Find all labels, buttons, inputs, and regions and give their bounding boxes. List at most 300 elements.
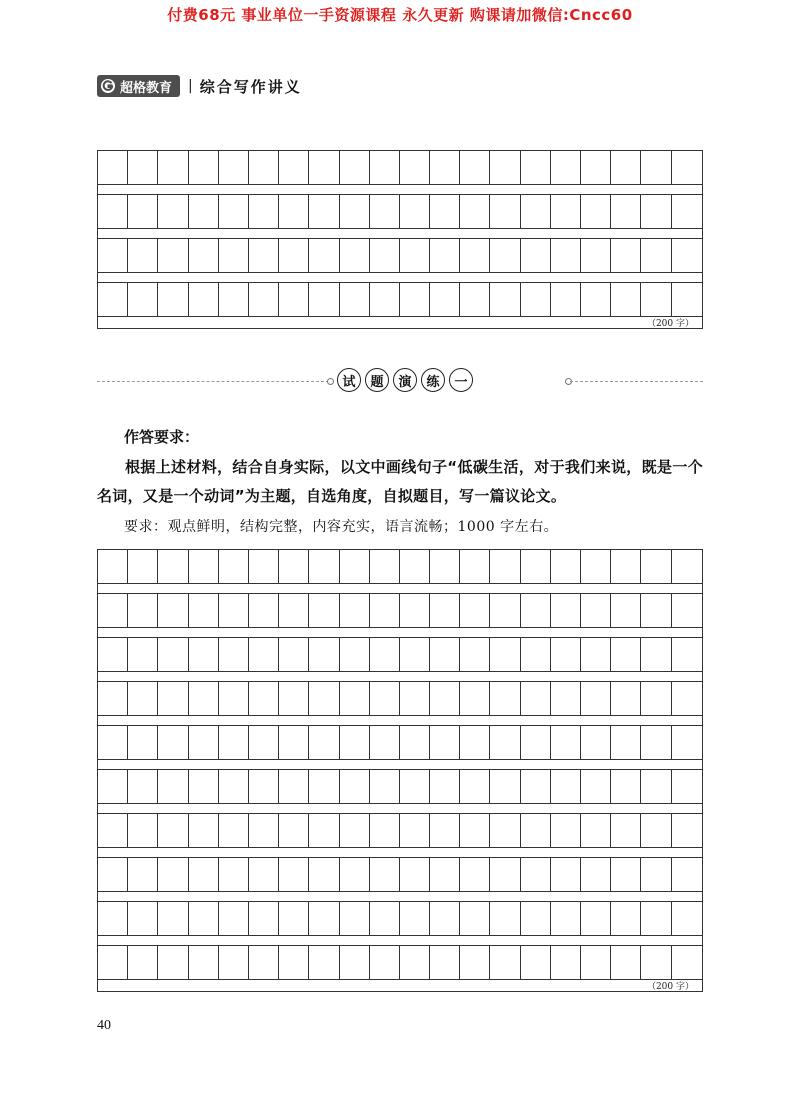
section-title-char: 一: [449, 368, 473, 392]
brand-logo-text: 超格教育: [120, 80, 173, 96]
grid-cell: [551, 858, 581, 891]
grid-cell: [309, 814, 339, 847]
grid-cell: [460, 283, 490, 316]
grid-cell: [98, 858, 128, 891]
grid-row: [98, 151, 702, 185]
grid-cell: [400, 550, 430, 583]
grid-cell: [460, 770, 490, 803]
grid-row-gap: [98, 273, 702, 283]
grid-cell: [98, 550, 128, 583]
grid-cell: [521, 283, 551, 316]
grid-cell: [490, 239, 520, 272]
grid-cell: [219, 239, 249, 272]
grid-cell: [521, 195, 551, 228]
grid-cell: [279, 550, 309, 583]
grid-cell: [641, 283, 671, 316]
task-prompt: 根据上述材料，结合自身实际，以文中画线句子“低碳生活，对于我们来说，既是一个名词，又是一个动词”为主题，自选角度，自拟题目，写一篇议论文。: [97, 458, 703, 505]
grid-cell: [672, 902, 702, 935]
grid-row-gap: [98, 672, 702, 682]
grid-row: [98, 946, 702, 980]
grid-cell: [641, 902, 671, 935]
grid-row: [98, 283, 702, 317]
grid-cell: [249, 195, 279, 228]
grid-cell: [158, 283, 188, 316]
grid-cell: [521, 726, 551, 759]
grid-cell: [641, 151, 671, 184]
grid-cell: [581, 858, 611, 891]
grid-cell: [521, 770, 551, 803]
grid-cell: [521, 550, 551, 583]
grid-cell: [400, 902, 430, 935]
brand-logo-icon: [100, 78, 116, 94]
grid-cell: [158, 946, 188, 979]
grid-cell: [158, 902, 188, 935]
grid-cell: [128, 946, 158, 979]
grid-cell: [430, 770, 460, 803]
grid-cell: [279, 726, 309, 759]
grid-row-gap: [98, 716, 702, 726]
grid-cell: [370, 858, 400, 891]
grid-cell: [581, 594, 611, 627]
grid-cell: [158, 726, 188, 759]
grid-cell: [98, 770, 128, 803]
brand-logo: [97, 75, 180, 97]
grid-cell: [189, 814, 219, 847]
grid-cell: [672, 726, 702, 759]
grid-cell: [158, 550, 188, 583]
grid-cell: [551, 902, 581, 935]
grid-cell: [370, 946, 400, 979]
grid-cell: [521, 902, 551, 935]
grid-cell: [370, 814, 400, 847]
grid-cell: [340, 946, 370, 979]
grid-cell: [370, 682, 400, 715]
grid-cell: [490, 195, 520, 228]
grid-cell: [611, 550, 641, 583]
section-title-char: 演: [393, 368, 417, 392]
grid-cell: [309, 682, 339, 715]
grid-cell: [581, 283, 611, 316]
grid-cell: [672, 682, 702, 715]
grid-cell: [189, 946, 219, 979]
grid-cell: [309, 283, 339, 316]
grid-cell: [581, 902, 611, 935]
grid-cell: [551, 550, 581, 583]
grid-cell: [641, 239, 671, 272]
grid-cell: [611, 682, 641, 715]
grid-cell: [641, 770, 671, 803]
grid-cell: [551, 151, 581, 184]
grid-cell: [460, 858, 490, 891]
grid-cell: [98, 814, 128, 847]
grid-cell: [219, 902, 249, 935]
grid-cell: [189, 638, 219, 671]
grid-cell: [551, 814, 581, 847]
grid-cell: [309, 239, 339, 272]
grid-cell: [128, 682, 158, 715]
grid-cell: [340, 550, 370, 583]
grid-cell: [309, 195, 339, 228]
grid-cell: [279, 283, 309, 316]
grid-cell: [460, 726, 490, 759]
grid-cell: [189, 682, 219, 715]
grid-cell: [128, 814, 158, 847]
grid-cell: [340, 594, 370, 627]
grid-cell: [430, 902, 460, 935]
grid-cell: [611, 726, 641, 759]
grid-cell: [370, 151, 400, 184]
grid-cell: [641, 726, 671, 759]
header-separator: |: [188, 78, 193, 94]
grid-cell: [158, 814, 188, 847]
grid-cell: [128, 770, 158, 803]
grid-cell: [98, 594, 128, 627]
grid-cell: [521, 682, 551, 715]
grid-cell: [370, 239, 400, 272]
grid-cell: [279, 239, 309, 272]
grid-cell: [340, 638, 370, 671]
grid-cell: [430, 283, 460, 316]
grid-cell: [98, 283, 128, 316]
grid-cell: [490, 682, 520, 715]
grid-cell: [611, 283, 641, 316]
grid-cell: [490, 814, 520, 847]
grid-cell: [279, 682, 309, 715]
grid-cell: [490, 770, 520, 803]
section-title-exercise-1: [97, 368, 703, 396]
grid-cell: [430, 946, 460, 979]
grid-cell: [551, 195, 581, 228]
grid-row: [98, 638, 702, 672]
grid-cell: [490, 594, 520, 627]
grid-row-gap: [98, 848, 702, 858]
grid-cell: [189, 902, 219, 935]
grid-cell: [672, 858, 702, 891]
grid-cell: [340, 858, 370, 891]
grid-cell: [128, 550, 158, 583]
grid-cell: [219, 770, 249, 803]
divider-dot-left: [327, 378, 334, 385]
grid-cell: [128, 726, 158, 759]
grid-cell: [370, 638, 400, 671]
grid-cell: [279, 638, 309, 671]
grid-cell: [611, 594, 641, 627]
grid-cell: [370, 283, 400, 316]
grid-cell: [189, 195, 219, 228]
grid-cell: [219, 195, 249, 228]
grid-cell: [521, 594, 551, 627]
grid-cell: [521, 946, 551, 979]
grid-cell: [340, 283, 370, 316]
grid-cell: [400, 770, 430, 803]
grid-cell: [279, 151, 309, 184]
grid-cell: [641, 638, 671, 671]
grid-cell: [189, 151, 219, 184]
grid-cell: [460, 946, 490, 979]
grid-cell: [581, 550, 611, 583]
word-count-label: （200 字）: [646, 982, 694, 992]
grid-cell: [460, 594, 490, 627]
grid-cell: [400, 858, 430, 891]
grid-cell: [672, 770, 702, 803]
page-header: [97, 74, 302, 98]
grid-cell: [551, 682, 581, 715]
grid-cell: [128, 283, 158, 316]
grid-cell: [400, 195, 430, 228]
grid-cell: [460, 195, 490, 228]
grid-cell: [581, 195, 611, 228]
grid-cell: [611, 814, 641, 847]
grid-cell: [279, 946, 309, 979]
grid-cell: [340, 239, 370, 272]
grid-cell: [581, 726, 611, 759]
grid-row: [98, 858, 702, 892]
grid-cell: [158, 594, 188, 627]
grid-cell: [400, 638, 430, 671]
grid-cell: [279, 594, 309, 627]
grid-row: [98, 550, 702, 584]
answer-requirements-heading: 作答要求：: [124, 428, 200, 446]
grid-cell: [521, 638, 551, 671]
grid-cell: [128, 151, 158, 184]
grid-cell: [340, 902, 370, 935]
grid-cell: [641, 594, 671, 627]
grid-cell: [98, 195, 128, 228]
grid-cell: [249, 946, 279, 979]
grid-cell: [430, 814, 460, 847]
grid-cell: [430, 726, 460, 759]
grid-cell: [219, 946, 249, 979]
grid-cell: [279, 770, 309, 803]
grid-cell: [460, 239, 490, 272]
grid-cell: [158, 151, 188, 184]
grid-cell: [219, 858, 249, 891]
grid-cell: [551, 726, 581, 759]
grid-cell: [309, 902, 339, 935]
grid-row-gap: [98, 229, 702, 239]
grid-cell: [581, 946, 611, 979]
grid-cell: [128, 858, 158, 891]
grid-cell: [249, 151, 279, 184]
writing-grid-top: [97, 150, 703, 329]
grid-cell: [158, 770, 188, 803]
grid-cell: [98, 902, 128, 935]
grid-cell: [370, 550, 400, 583]
grid-cell: [672, 550, 702, 583]
grid-cell: [460, 151, 490, 184]
grid-cell: [249, 638, 279, 671]
grid-cell: [672, 195, 702, 228]
grid-cell: [158, 682, 188, 715]
grid-row-gap: [98, 804, 702, 814]
grid-cell: [490, 151, 520, 184]
grid-cell: [641, 550, 671, 583]
section-title-char: 题: [365, 368, 389, 392]
grid-cell: [219, 726, 249, 759]
grid-cell: [611, 770, 641, 803]
grid-cell: [521, 858, 551, 891]
grid-cell: [430, 151, 460, 184]
promo-banner: 付费68元 事业单位一手资源课程 永久更新 购课请加微信:Cncc60: [167, 6, 633, 24]
grid-cell: [460, 682, 490, 715]
grid-cell: [309, 770, 339, 803]
grid-cell: [219, 638, 249, 671]
grid-cell: [672, 283, 702, 316]
grid-cell: [521, 151, 551, 184]
grid-row: [98, 770, 702, 804]
grid-cell: [249, 594, 279, 627]
grid-cell: [551, 770, 581, 803]
grid-cell: [98, 726, 128, 759]
grid-cell: [460, 814, 490, 847]
grid-cell: [521, 814, 551, 847]
grid-cell: [611, 195, 641, 228]
grid-cell: [158, 858, 188, 891]
grid-cell: [249, 283, 279, 316]
grid-cell: [189, 550, 219, 583]
grid-cell: [340, 195, 370, 228]
grid-cell: [611, 902, 641, 935]
grid-cell: [400, 283, 430, 316]
grid-row-gap: [98, 584, 702, 594]
grid-row-gap: [98, 760, 702, 770]
grid-cell: [279, 195, 309, 228]
grid-cell: [400, 239, 430, 272]
grid-cell: [370, 195, 400, 228]
grid-cell: [430, 858, 460, 891]
grid-cell: [430, 682, 460, 715]
grid-cell: [189, 858, 219, 891]
grid-cell: [641, 858, 671, 891]
grid-cell: [98, 151, 128, 184]
grid-row-gap: [98, 892, 702, 902]
grid-cell: [430, 594, 460, 627]
grid-cell: [128, 902, 158, 935]
handout-title: 综合写作讲义: [199, 77, 302, 96]
grid-cell: [309, 946, 339, 979]
grid-cell: [672, 946, 702, 979]
grid-cell: [309, 638, 339, 671]
grid-cell: [189, 239, 219, 272]
grid-row-gap: [98, 980, 702, 991]
grid-cell: [340, 151, 370, 184]
grid-cell: [611, 151, 641, 184]
grid-cell: [128, 594, 158, 627]
grid-cell: [430, 550, 460, 583]
section-divider-right: [570, 381, 703, 382]
word-count-label: （200 字）: [646, 319, 694, 329]
grid-cell: [672, 239, 702, 272]
grid-cell: [309, 858, 339, 891]
grid-cell: [400, 946, 430, 979]
grid-cell: [370, 726, 400, 759]
grid-cell: [672, 638, 702, 671]
grid-cell: [490, 858, 520, 891]
writing-grid-bottom: [97, 549, 703, 992]
grid-cell: [219, 151, 249, 184]
grid-row: [98, 239, 702, 273]
grid-cell: [340, 814, 370, 847]
grid-cell: [611, 239, 641, 272]
grid-cell: [340, 770, 370, 803]
grid-cell: [98, 638, 128, 671]
grid-cell: [158, 638, 188, 671]
grid-cell: [400, 682, 430, 715]
section-title-char: 试: [337, 368, 361, 392]
grid-cell: [460, 638, 490, 671]
grid-cell: [279, 858, 309, 891]
grid-cell: [400, 726, 430, 759]
grid-cell: [249, 726, 279, 759]
grid-cell: [490, 946, 520, 979]
grid-cell: [340, 726, 370, 759]
grid-cell: [98, 682, 128, 715]
grid-cell: [249, 814, 279, 847]
grid-cell: [340, 682, 370, 715]
grid-cell: [581, 814, 611, 847]
grid-cell: [430, 638, 460, 671]
grid-cell: [460, 550, 490, 583]
grid-cell: [490, 638, 520, 671]
grid-cell: [370, 594, 400, 627]
page-number: 40: [97, 1018, 111, 1033]
section-divider-left: [97, 381, 329, 382]
grid-cell: [219, 682, 249, 715]
grid-cell: [460, 902, 490, 935]
grid-row: [98, 682, 702, 716]
grid-cell: [611, 946, 641, 979]
grid-cell: [279, 902, 309, 935]
grid-cell: [490, 902, 520, 935]
grid-cell: [551, 638, 581, 671]
grid-cell: [400, 594, 430, 627]
grid-cell: [641, 682, 671, 715]
grid-row: [98, 902, 702, 936]
grid-cell: [551, 946, 581, 979]
grid-cell: [98, 239, 128, 272]
grid-row-gap: [98, 317, 702, 328]
grid-cell: [309, 594, 339, 627]
grid-cell: [158, 195, 188, 228]
grid-cell: [189, 770, 219, 803]
grid-cell: [128, 195, 158, 228]
grid-cell: [249, 858, 279, 891]
grid-cell: [219, 594, 249, 627]
grid-cell: [641, 946, 671, 979]
section-title-chars: [337, 368, 473, 392]
grid-cell: [189, 283, 219, 316]
grid-cell: [551, 283, 581, 316]
grid-cell: [249, 550, 279, 583]
grid-row: [98, 814, 702, 848]
grid-cell: [128, 638, 158, 671]
grid-cell: [521, 239, 551, 272]
grid-cell: [279, 814, 309, 847]
grid-cell: [490, 283, 520, 316]
grid-cell: [641, 195, 671, 228]
grid-cell: [581, 151, 611, 184]
grid-cell: [672, 594, 702, 627]
grid-cell: [611, 638, 641, 671]
grid-cell: [581, 239, 611, 272]
grid-row: [98, 726, 702, 760]
grid-cell: [189, 594, 219, 627]
grid-row-gap: [98, 628, 702, 638]
grid-cell: [581, 682, 611, 715]
grid-row: [98, 594, 702, 628]
grid-cell: [551, 239, 581, 272]
section-title-char: 练: [421, 368, 445, 392]
